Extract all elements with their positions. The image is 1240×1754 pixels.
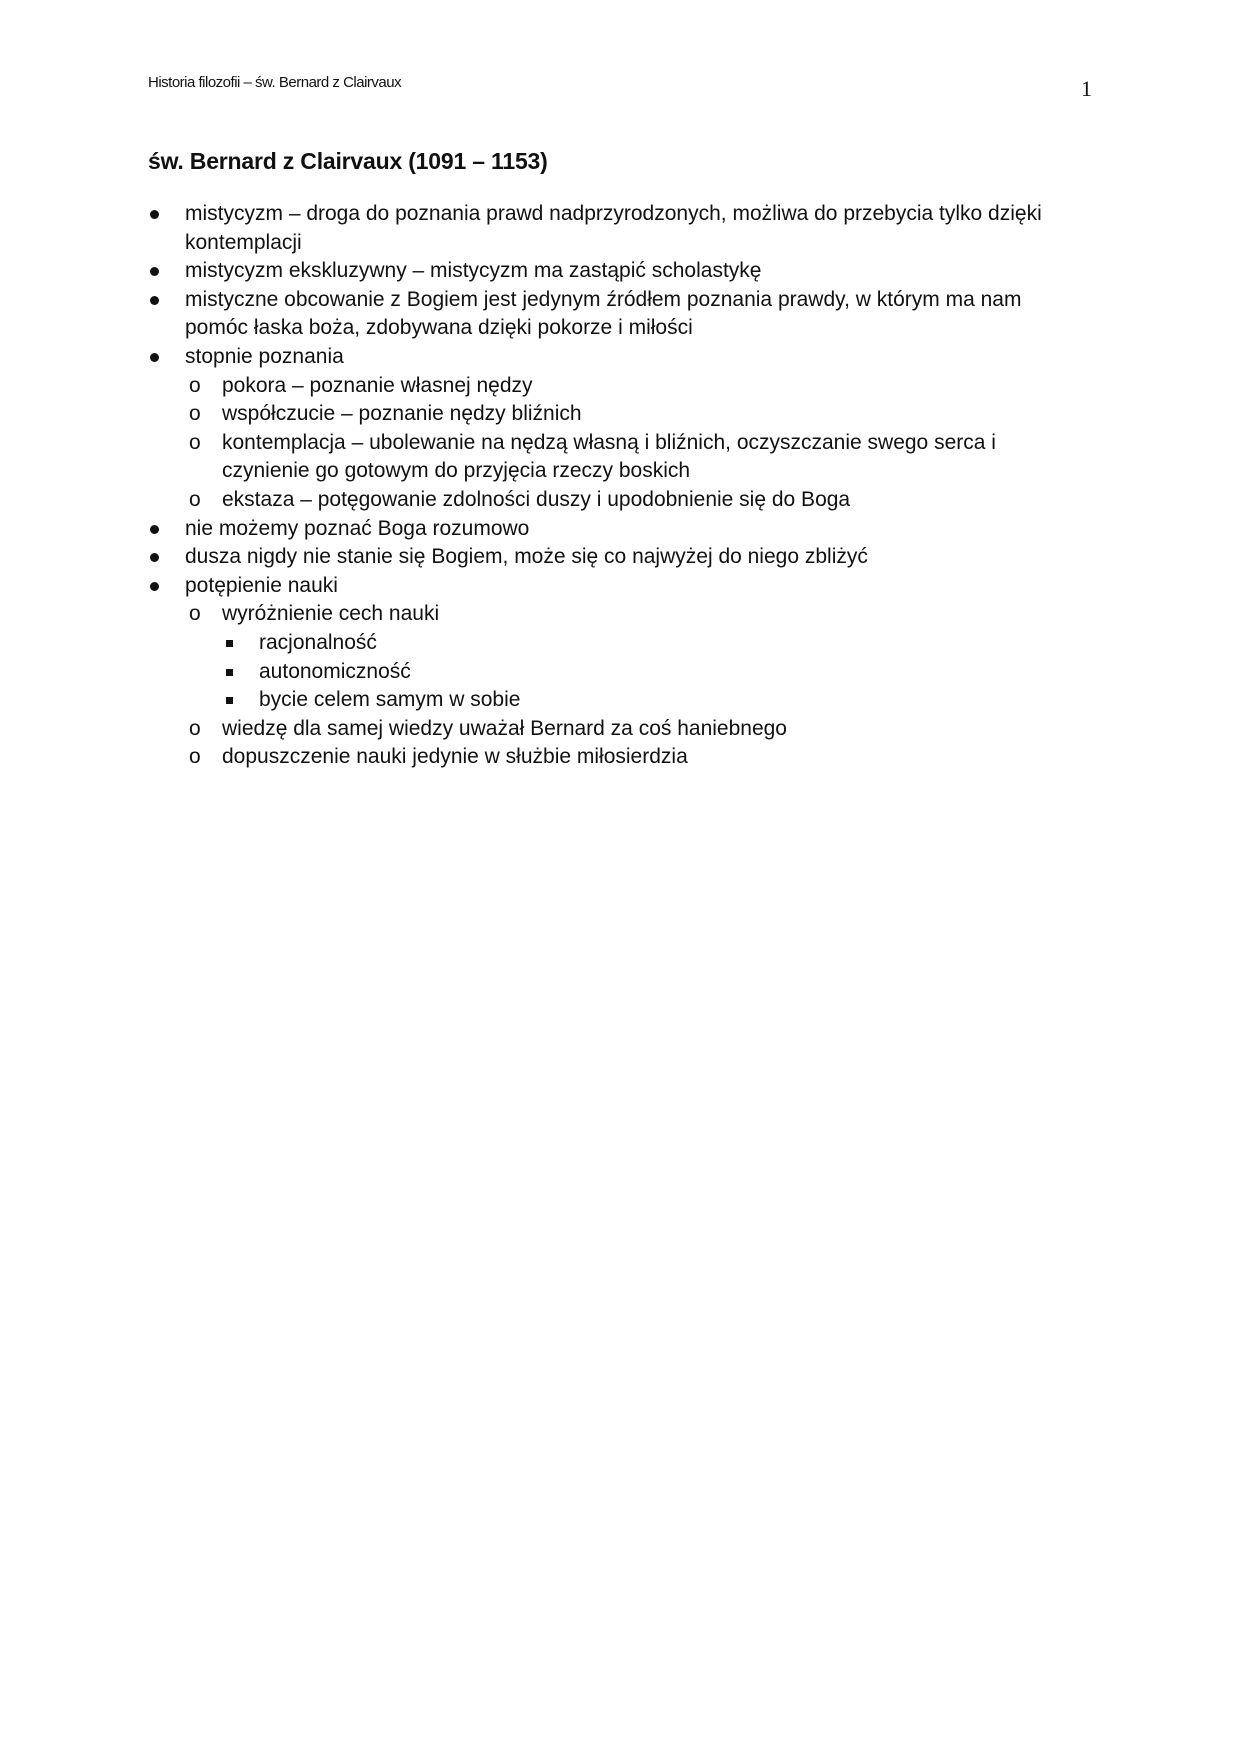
sub-list-item (185, 400, 1078, 429)
sub-list-item (185, 715, 1078, 744)
sub-sub-bullet-list (222, 629, 1078, 715)
sub-list-item-text: współczucie – poznanie nędzy bliźnich (222, 402, 582, 426)
sub-list-item-text: pokora – poznanie własnej nędzy (222, 373, 533, 397)
sub-list-item (185, 743, 1078, 772)
list-item (148, 286, 1078, 343)
sub-list-item-text: kontemplacja – ubolewanie na nędzą własną i bliźnich, oczyszczanie swego serca i czynienie go gotowym do przyjęcia rzeczy boskich (222, 430, 996, 483)
bullet-circle-icon: o (189, 745, 201, 769)
sub-bullet-list (185, 600, 1078, 772)
list-item (148, 257, 1078, 286)
list-item-text: mistycyzm ekskluzywny – mistycyzm ma zastąpić scholastykę (185, 259, 762, 283)
sub-list-item (185, 429, 1078, 486)
sub-list-item-text: dopuszczenie nauki jedynie w służbie miłosierdzia (222, 745, 688, 769)
sub-list-item-text: wyróżnienie cech nauki (222, 602, 440, 626)
sub-bullet-list (185, 372, 1078, 515)
sub-list-item-text: ekstaza – potęgowanie zdolności duszy i upodobnienie się do Boga (222, 487, 851, 511)
document-title: św. Bernard z Clairvaux (1091 – 1153) (148, 148, 548, 174)
running-header: Historia filozofii – św. Bernard z Clairvaux (148, 74, 402, 91)
list-item (148, 343, 1078, 515)
main-bullet-list (148, 200, 1078, 772)
bullet-circle-icon: o (189, 716, 201, 740)
list-item-text: stopnie poznania (185, 344, 344, 368)
sub-sub-list-item-text: autonomiczność (259, 659, 411, 683)
document-body (148, 200, 1078, 772)
list-item-text: dusza nigdy nie stanie się Bogiem, może się co najwyżej do niego zbliżyć (185, 545, 868, 569)
list-item (148, 515, 1078, 544)
bullet-circle-icon: o (189, 602, 201, 626)
sub-list-item (185, 486, 1078, 515)
list-item (148, 200, 1078, 257)
bullet-circle-icon: o (189, 430, 201, 454)
sub-sub-list-item (222, 658, 1078, 687)
list-item (148, 572, 1078, 772)
sub-sub-list-item (222, 629, 1078, 658)
list-item-text: mistycyzm – droga do poznania prawd nadprzyrodzonych, możliwa do przebycia tylko dzięki kontemplacji (185, 202, 1042, 254)
sub-sub-list-item-text: bycie celem samym w sobie (259, 688, 521, 712)
sub-list-item (185, 372, 1078, 401)
sub-sub-list-item (222, 686, 1078, 715)
bullet-circle-icon: o (189, 373, 201, 397)
sub-list-item (185, 600, 1078, 714)
list-item-text: nie możemy poznać Boga rozumowo (185, 516, 530, 540)
list-item (148, 543, 1078, 572)
list-item-text: mistyczne obcowanie z Bogiem jest jedynym źródłem poznania prawdy, w którym ma nam pomóc łaska boża, zdobywana dzięki pokorze i miłości (185, 287, 1022, 340)
page-number: 1 (1081, 76, 1092, 101)
bullet-circle-icon: o (189, 487, 201, 511)
bullet-circle-icon: o (189, 402, 201, 426)
sub-list-item-text: wiedzę dla samej wiedzy uważał Bernard za coś haniebnego (222, 716, 787, 740)
sub-sub-list-item-text: racjonalność (259, 630, 377, 654)
list-item-text: potępienie nauki (185, 573, 338, 597)
